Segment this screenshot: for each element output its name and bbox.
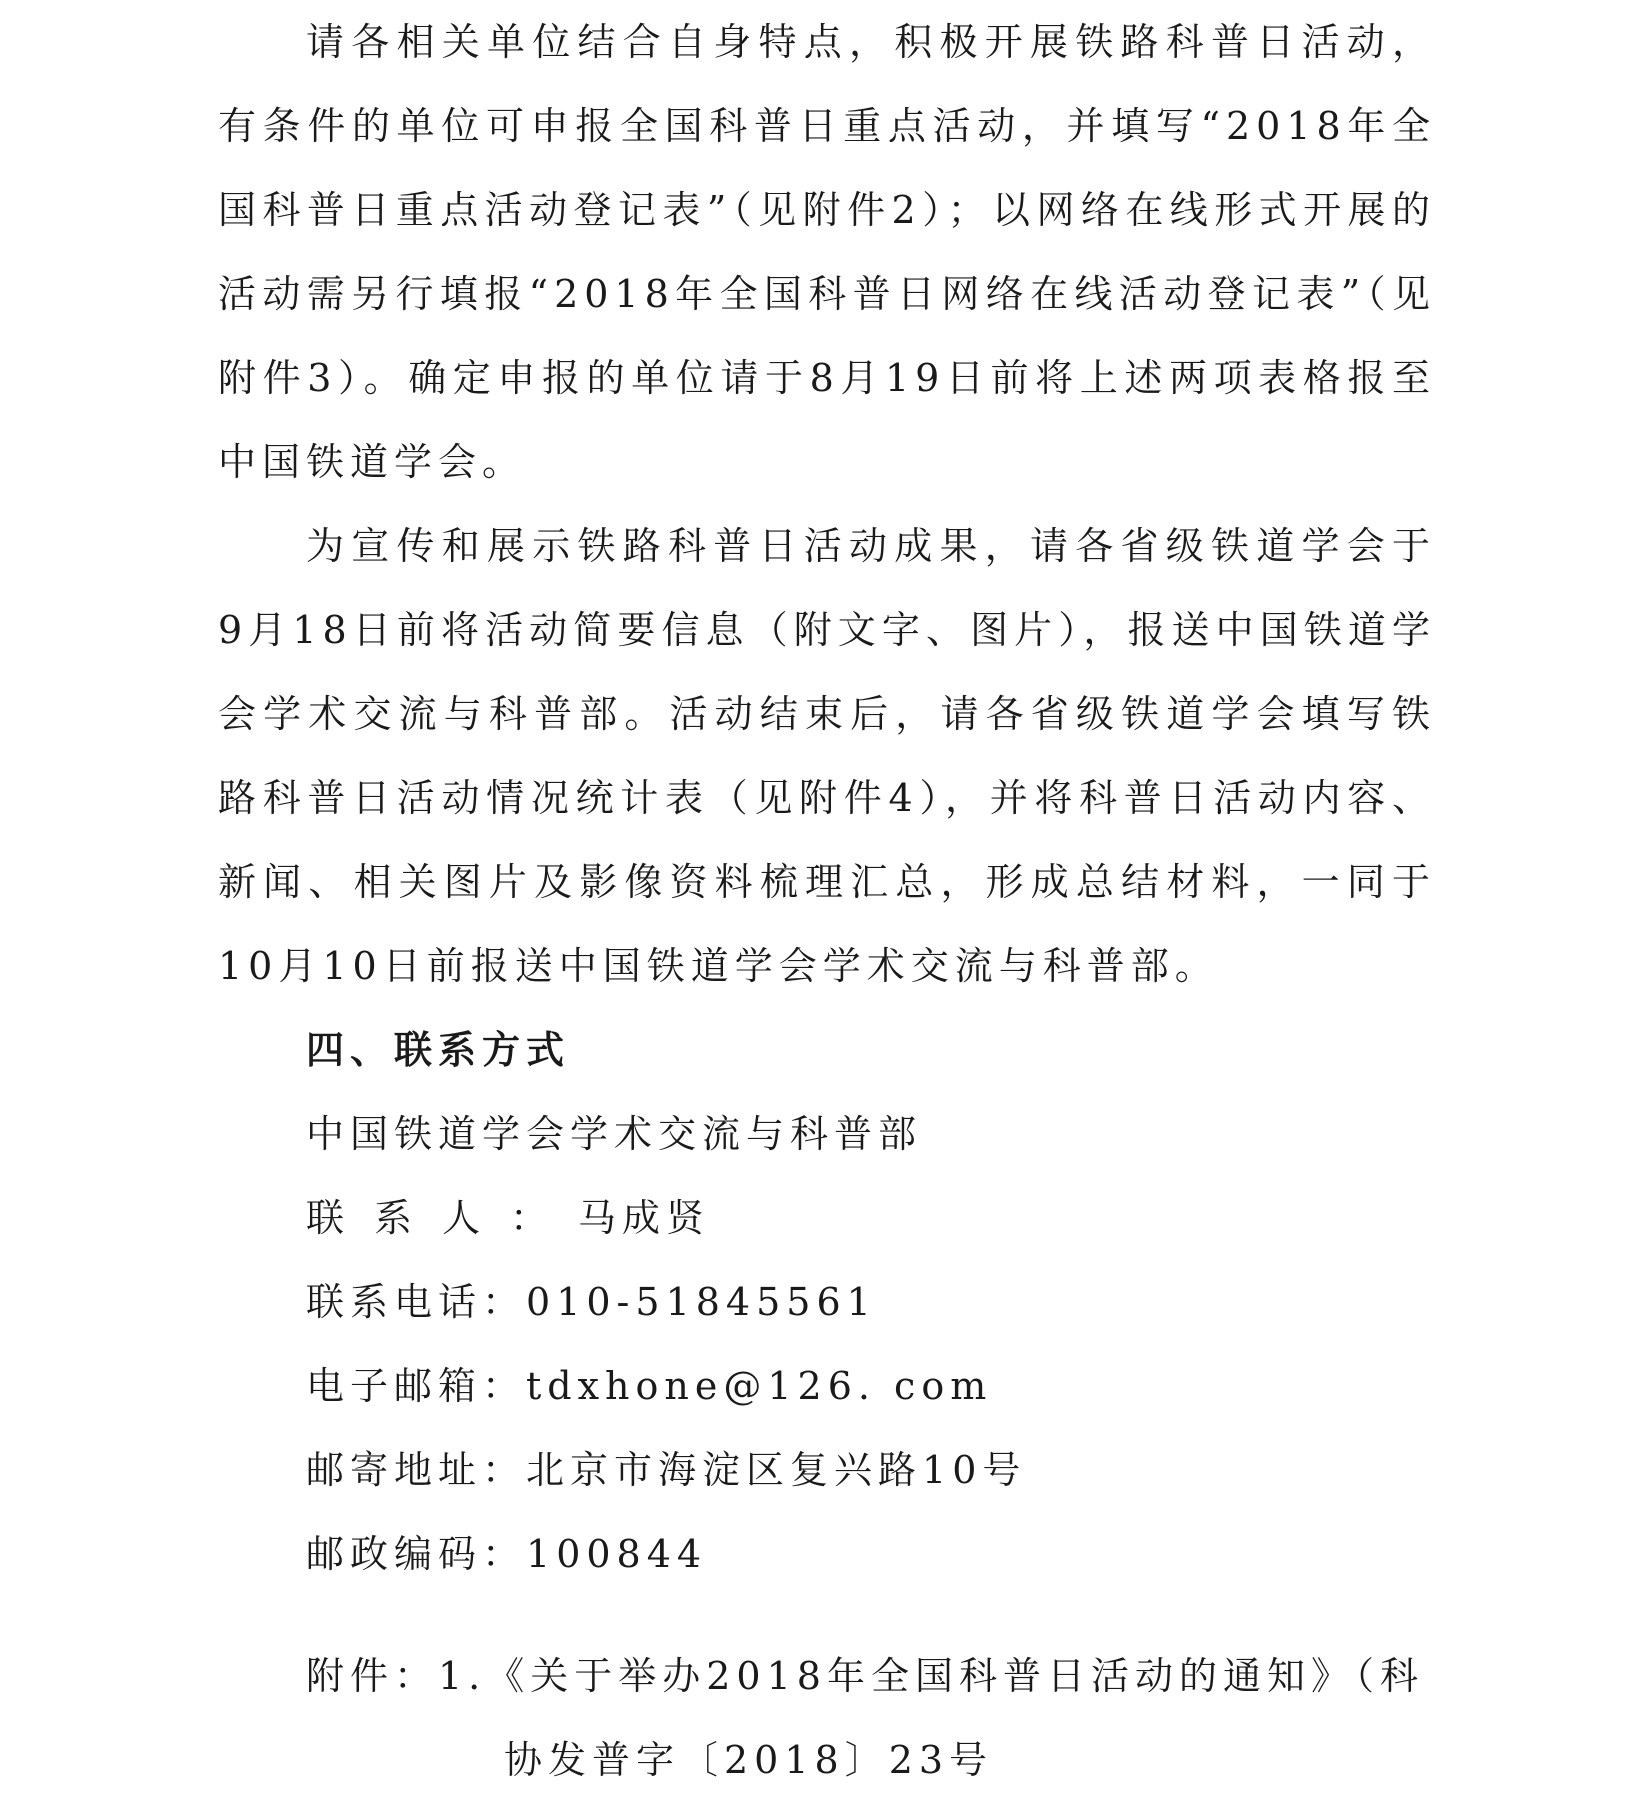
contact-email-line [306,1344,992,1428]
body-paragraph-reporting: 为宣传和展示铁路科普日活动成果，请各省级铁道学会于9月18日前将活动简要信息（附文字、图片），报送中国铁道学会学术交流与科普部。活动结束后，请各省级铁道学会填写铁路科普日活动情况统计表（见附件4），并将科普日活动内容、新闻、相关图片及影像资料梳理汇总，形成总结材料，一同于10月10日前报送中国铁道学会学术交流与科普部。 [218,524,1436,988]
contact-person-value: 马成贤 [578,1196,711,1240]
contact-email-label: 电子邮箱： [306,1364,527,1408]
contact-person-line [306,1176,710,1260]
contact-email-value: tdxhone@126. com [526,1364,993,1408]
attachment-line-2: 协发普字〔2018〕23号 [504,1738,994,1782]
attachment-line-1: 附件：1.《关于举办2018年全国科普日活动的通知》（科 [306,1654,1424,1698]
contact-zip-label: 邮政编码： [306,1532,527,1576]
contact-department: 中国铁道学会学术交流与科普部 [306,1112,923,1156]
contact-phone-value: 010-51845561 [526,1280,877,1324]
contact-zip-line [306,1512,707,1596]
contact-zip-value: 100844 [526,1532,708,1576]
contact-address-label: 邮寄地址： [306,1448,527,1492]
contact-address-line [306,1428,1026,1512]
contact-person-label: 联系人： [306,1196,579,1240]
body-paragraph-application: 请各相关单位结合自身特点，积极开展铁路科普日活动，有条件的单位可申报全国科普日重点活动，并填写“2018年全国科普日重点活动登记表”（见附件2）；以网络在线形式开展的活动需另行填报“2018年全国科普日网络在线活动登记表”（见附件3）。确定申报的单位请于8月19日前将上述两项表格报至中国铁道学会。 [218,20,1436,484]
section-heading-contact: 四、联系方式 [306,1028,571,1072]
contact-phone-line [306,1260,877,1344]
contact-address-value: 北京市海淀区复兴路10号 [526,1448,1027,1492]
contact-phone-label: 联系电话： [306,1280,527,1324]
